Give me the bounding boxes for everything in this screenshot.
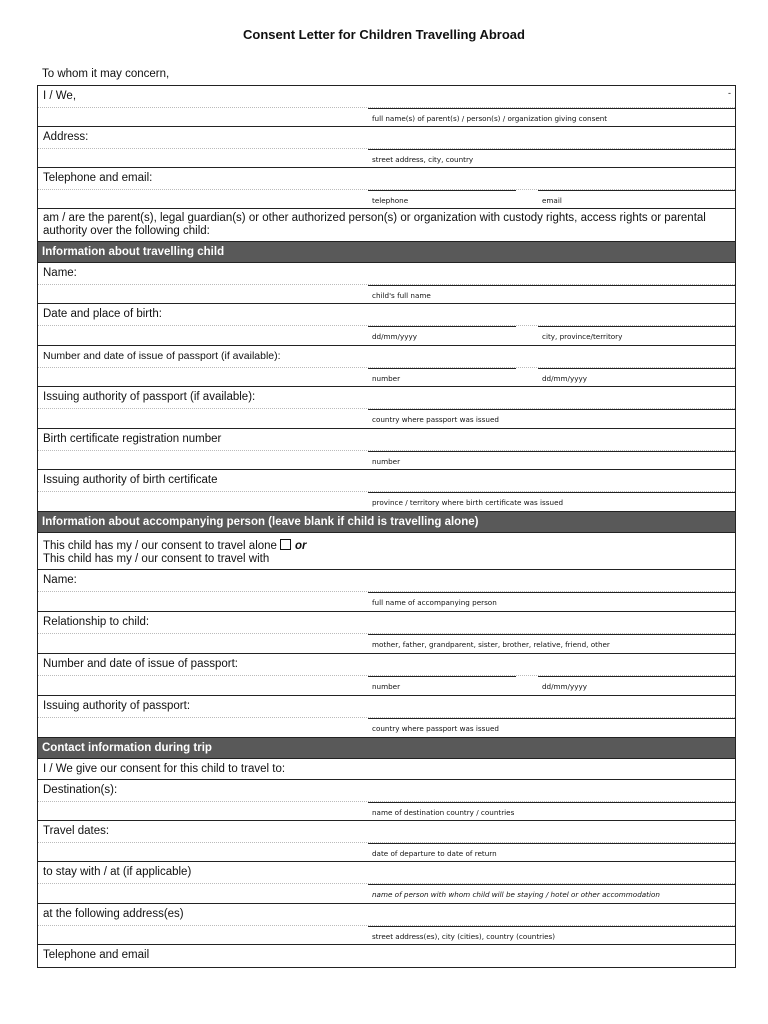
child-passport-authority-hint: country where passport was issued xyxy=(372,415,499,424)
destination-hint: name of destination country / countries xyxy=(372,808,515,817)
birth-cert-label: Birth certificate registration number xyxy=(43,433,222,445)
iwe-label: I / We, xyxy=(43,90,77,102)
child-name-row xyxy=(38,263,735,304)
companion-authority-hint: country where passport was issued xyxy=(372,724,499,733)
trip-address-field[interactable] xyxy=(368,926,735,941)
child-passport-row xyxy=(38,346,735,387)
child-passport-label: Number and date of issue of passport (if available): xyxy=(43,350,281,362)
accompanying-section-header: Information about accompanying person (leave blank if child is travelling alone) xyxy=(38,512,735,533)
stay-field[interactable] xyxy=(368,884,735,899)
companion-authority-field[interactable] xyxy=(368,718,735,733)
trip-contact-label: Telephone and email xyxy=(43,949,150,961)
stay-row xyxy=(38,862,735,904)
child-passport-date-field[interactable] xyxy=(538,368,735,383)
birth-cert-authority-row xyxy=(38,470,735,512)
parental-statement: am / are the parent(s), legal guardian(s) or other authorized person(s) or organization with custody rights, access rights or parental authority over the following child: xyxy=(43,212,706,237)
companion-authority-label: Issuing authority of passport: xyxy=(43,700,191,712)
parent-name-row xyxy=(38,86,735,127)
trip-section-header: Contact information during trip xyxy=(38,738,735,759)
travel-mode-row xyxy=(38,533,735,570)
companion-passport-number-hint: number xyxy=(372,682,401,691)
tick-mark: - xyxy=(728,88,731,98)
companion-name-row xyxy=(38,570,735,612)
dates-hint: date of departure to date of return xyxy=(372,849,497,858)
birth-place-field[interactable] xyxy=(538,326,735,341)
telephone-hint: telephone xyxy=(372,196,409,205)
child-section-header: Information about travelling child xyxy=(38,242,735,263)
email-hint: email xyxy=(542,196,562,205)
travel-alone-text: This child has my / our consent to travel alone xyxy=(43,540,277,552)
child-passport-number-field[interactable] xyxy=(368,368,516,383)
address-field[interactable] xyxy=(368,149,735,164)
salutation: To whom it may concern, xyxy=(42,68,170,80)
birth-date-hint: dd/mm/yyyy xyxy=(372,332,417,341)
child-name-hint: child's full name xyxy=(372,291,431,300)
trip-address-label: at the following address(es) xyxy=(43,908,184,920)
parent-contact-label: Telephone and email: xyxy=(43,172,153,184)
companion-name-hint: full name of accompanying person xyxy=(372,598,497,607)
destination-row xyxy=(38,780,735,821)
companion-name-field[interactable] xyxy=(368,592,735,607)
parent-contact-row xyxy=(38,168,735,209)
telephone-field[interactable] xyxy=(368,190,516,205)
parent-name-field[interactable] xyxy=(368,108,735,123)
birth-cert-authority-hint: province / territory where birth certificate was issued xyxy=(372,498,564,507)
companion-passport-label: Number and date of issue of passport: xyxy=(43,658,238,670)
companion-authority-row xyxy=(38,696,735,738)
birth-cert-authority-label: Issuing authority of birth certificate xyxy=(43,474,218,486)
child-name-field[interactable] xyxy=(368,285,735,300)
trip-consent-row xyxy=(38,759,735,780)
travel-mode-text xyxy=(43,539,723,565)
relationship-label: Relationship to child: xyxy=(43,616,150,628)
trip-address-row xyxy=(38,904,735,945)
companion-name-label: Name: xyxy=(43,574,77,586)
stay-label: to stay with / at (if applicable) xyxy=(43,866,192,878)
companion-passport-number-field[interactable] xyxy=(368,676,516,691)
travel-alone-checkbox[interactable] xyxy=(280,539,291,550)
parent-name-hint: full name(s) of parent(s) / person(s) / organization giving consent xyxy=(372,114,608,123)
companion-passport-row xyxy=(38,654,735,696)
relationship-row xyxy=(38,612,735,654)
child-passport-authority-label: Issuing authority of passport (if available): xyxy=(43,391,256,403)
companion-passport-date-hint: dd/mm/yyyy xyxy=(542,682,587,691)
statement-row xyxy=(38,209,735,242)
trip-address-hint: street address(es), city (cities), country (countries) xyxy=(372,932,556,941)
stay-hint: name of person with whom child will be staying / hotel or other accommodation xyxy=(372,890,660,899)
address-row xyxy=(38,127,735,168)
document-title: Consent Letter for Children Travelling Abroad xyxy=(243,27,525,42)
birth-cert-field[interactable] xyxy=(368,451,735,466)
birth-row xyxy=(38,304,735,346)
trip-contact-row xyxy=(38,945,735,967)
destination-field[interactable] xyxy=(368,802,735,817)
birth-cert-row xyxy=(38,429,735,470)
destination-label: Destination(s): xyxy=(43,784,118,796)
travel-with-text: This child has my / our consent to travel with xyxy=(43,552,270,565)
trip-consent-text: I / We give our consent for this child to travel to: xyxy=(43,763,286,775)
birth-cert-authority-field[interactable] xyxy=(368,492,735,507)
dates-field[interactable] xyxy=(368,843,735,858)
child-passport-authority-row xyxy=(38,387,735,429)
address-label: Address: xyxy=(43,131,89,143)
email-field[interactable] xyxy=(538,190,735,205)
child-passport-number-hint: number xyxy=(372,374,401,383)
child-name-label: Name: xyxy=(43,267,77,279)
relationship-field[interactable] xyxy=(368,634,735,649)
dates-label: Travel dates: xyxy=(43,825,110,837)
birth-label: Date and place of birth: xyxy=(43,308,162,320)
child-passport-authority-field[interactable] xyxy=(368,409,735,424)
relationship-hint: mother, father, grandparent, sister, brother, relative, friend, other xyxy=(372,640,610,649)
birth-cert-hint: number xyxy=(372,457,401,466)
dates-row xyxy=(38,821,735,862)
consent-form xyxy=(37,85,736,968)
birth-place-hint: city, province/territory xyxy=(542,332,623,341)
birth-date-field[interactable] xyxy=(368,326,516,341)
companion-passport-date-field[interactable] xyxy=(538,676,735,691)
child-passport-date-hint: dd/mm/yyyy xyxy=(542,374,587,383)
or-text: or xyxy=(294,540,307,552)
address-hint: street address, city, country xyxy=(372,155,474,164)
